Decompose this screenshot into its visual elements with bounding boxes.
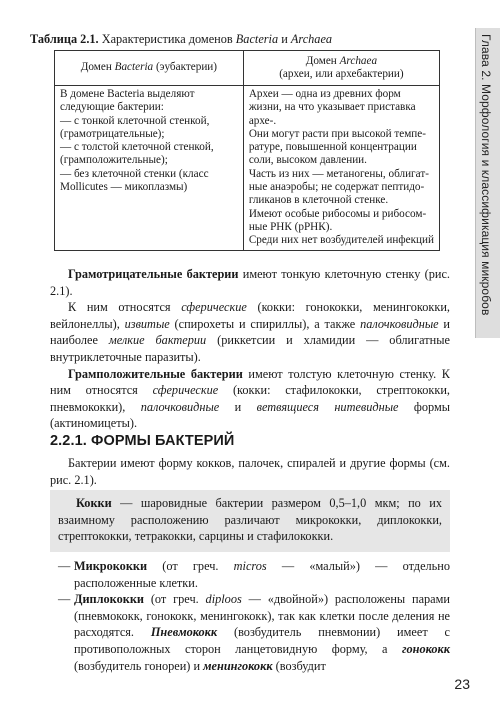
table-line: Mollicutes — микоплазмы): [60, 181, 188, 194]
p3-italic-1: сферические: [152, 383, 219, 398]
header-bacteria-post: (эубактерии): [153, 61, 218, 74]
term-meningococcus: менингококк: [203, 658, 273, 673]
p3-italic-2: палочковидные: [140, 399, 220, 414]
p3-text-b: (кокки: стафилококки, стрептококки, пневмококки),: [50, 383, 450, 414]
term-gonococcus: гонококк: [401, 641, 450, 656]
table-line: архе-.: [248, 114, 277, 127]
table-line: ные РНК (рРНК).: [248, 220, 333, 233]
header-archaea-line2: (археи, или архебактерии): [279, 68, 404, 80]
p2-text-b: (кокки: гонококки, менингококки, вейлонеллы),: [50, 300, 450, 331]
table-line: В домене Bacteria выделяют: [60, 88, 195, 100]
table-line: гликанов в клеточной стенке.: [248, 194, 389, 207]
p2-italic-3: палочковидные: [360, 316, 439, 331]
item2-text-a: (от греч.: [144, 592, 206, 607]
table-line: ные анаэробы; не содержат пептидо-: [248, 181, 425, 194]
cocci-text: — шаровидные бактерии размером 0,5–1,0 мкм; по их взаимному расположению различают микрококки, диплококки, стрептококки, тетракокки, сарцины и стафилококки.: [58, 496, 442, 544]
paragraph-gram-positive: [50, 366, 450, 432]
list-dash: —: [58, 559, 71, 573]
item2-text-d: (возбудитель гонореи) и: [74, 658, 204, 673]
paragraph-gram-negative: [50, 266, 450, 299]
item2-text-b: — «двойной») расположены парами (пневмококк, гонококк, менингококк), так как клетки после деления не расходятся.: [74, 592, 451, 640]
caption-archaea: Archaea: [290, 32, 333, 46]
header-bacteria-pre: Домен: [80, 61, 115, 74]
item2-text-e: (возбудит: [272, 658, 326, 673]
table-line: — без клеточной стенки (класс: [60, 167, 209, 180]
table-line: соли, высоком давлении.: [248, 154, 367, 167]
table-line: (грамотрицательные);: [60, 127, 165, 140]
section-heading: 2.2.1. ФОРМЫ БАКТЕРИЙ: [50, 433, 235, 449]
cocci-definition-box: [50, 490, 450, 552]
term-diplococci: Диплококки: [74, 592, 145, 607]
caption-text: Характеристика доменов: [98, 32, 236, 46]
domains-table: [54, 50, 440, 251]
table-caption: [30, 32, 460, 47]
table-line: Археи — одна из древних форм: [248, 88, 401, 100]
list-dash: —: [58, 592, 71, 607]
table-line: следующие бактерии:: [60, 101, 164, 114]
table-line: ратуре, повышенной концентрации: [248, 141, 417, 154]
header-archaea: [243, 51, 439, 86]
p3-text-a: имеют толстую клеточную стенку. К ним относятся: [50, 366, 450, 398]
p2-italic-2: извитые: [124, 316, 170, 331]
caption-label: Таблица 2.1.: [30, 32, 99, 46]
table-line: Среди них нет возбудителей инфекций: [248, 234, 434, 247]
cell-bacteria: [55, 86, 244, 251]
header-archaea-pre: Домен: [305, 54, 340, 67]
item1-italic: micros: [233, 559, 267, 573]
p2-text-e: (риккетсии и хламидии — облигатные внутриклеточные паразиты).: [50, 333, 450, 364]
caption-and: и: [278, 32, 291, 46]
term-pneumococcus: Пневмококк: [150, 625, 218, 640]
chapter-title: Глава 2. Морфология и классификация микробов: [479, 34, 493, 316]
term-micrococci: Микрококки: [74, 559, 148, 573]
p2-italic-4: мелкие бактерии: [108, 333, 207, 348]
header-bacteria: [55, 51, 244, 86]
list-item-micrococci: [50, 558, 450, 591]
p2-text-c: (спирохеты и спириллы), а также: [169, 316, 361, 331]
list-item-diplococci: [50, 591, 450, 674]
cocci-definition: [50, 490, 450, 545]
item2-text-c: (возбудитель пневмонии) имеет с противоположных сторон ланцетовидную форму, а: [74, 625, 450, 656]
main-text: [50, 266, 450, 432]
table-line: жизни, на что указывает приставка: [248, 101, 416, 114]
term-cocci: Кокки: [76, 496, 112, 510]
cell-archaea: [243, 86, 439, 251]
page-number: 23: [454, 676, 470, 692]
p2-text-d: и наиболее: [50, 316, 451, 348]
section-intro-block: [50, 455, 450, 488]
term-gram-positive: Грамположительные бактерии: [68, 366, 243, 381]
table-line: (грамположительные);: [60, 154, 168, 167]
p3-text-c: и: [219, 399, 257, 414]
section-intro: Бактерии имеют форму кокков, палочек, спиралей и другие формы (см. рис. 2.1).: [50, 456, 450, 487]
table-line: — с тонкой клеточной стенкой,: [60, 114, 210, 127]
item1-text-a: (от греч.: [147, 559, 234, 573]
chapter-side-tab: [475, 28, 500, 338]
table-line: Они могут расти при высокой темпе-: [248, 127, 426, 140]
item2-italic: diploos: [205, 592, 242, 607]
header-archaea-italic: Archaea: [339, 54, 378, 67]
p2-italic-1: сферические: [181, 300, 247, 315]
term-gram-negative: Грамотрицательные бактерии: [68, 267, 239, 281]
p2-text-a: К ним относятся: [68, 300, 182, 315]
p3-italic-3: ветвящиеся нитевидные: [256, 399, 399, 414]
caption-bacteria: Bacteria: [235, 32, 279, 46]
table-line: — с толстой клеточной стенкой,: [60, 141, 214, 154]
item1-text-b: — «малый») — отдельно расположенные клетки.: [74, 559, 450, 590]
table-line: Имеют особые рибосомы и рибосом-: [248, 207, 427, 220]
p3-text-d: формы (актиномицеты).: [50, 399, 451, 431]
header-bacteria-italic: Bacteria: [114, 61, 154, 74]
cocci-list: [50, 558, 450, 674]
table-line: Часть из них — метаногены, облигат-: [248, 167, 429, 180]
p1-text: имеют тонкую клеточную стенку (рис. 2.1).: [50, 267, 450, 298]
paragraph-gram-negative-types: [50, 299, 450, 365]
